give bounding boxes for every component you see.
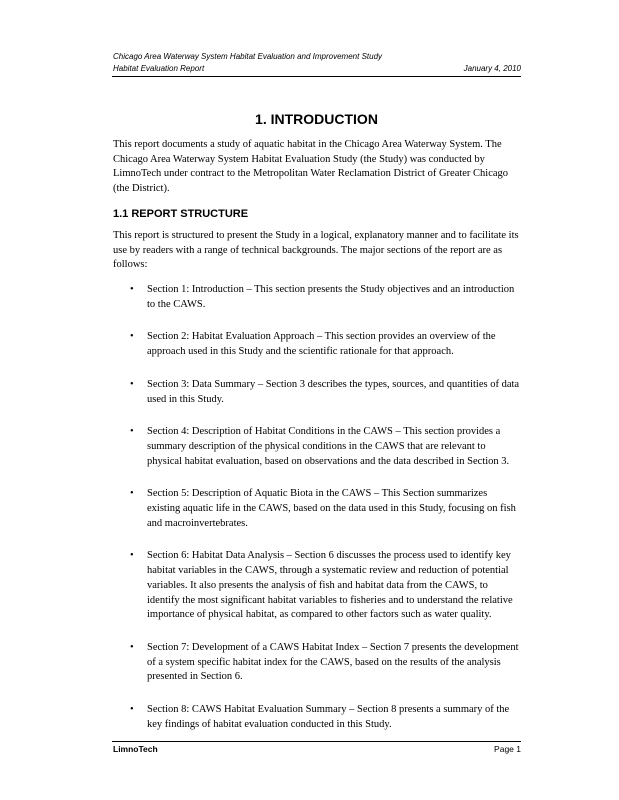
bullet-icon: • (130, 704, 134, 716)
section-heading: 1.1 REPORT STRUCTURE (113, 208, 249, 220)
bullet-icon: • (130, 378, 134, 390)
list-item (113, 703, 521, 732)
list-item-text: Section 1: Introduction – This section presents the Study objectives and an introduction to the CAWS. (147, 284, 515, 310)
bullet-icon: • (130, 284, 134, 295)
footer-company: LimnoTech (113, 744, 158, 754)
running-header-row (113, 64, 521, 74)
list-item (113, 487, 521, 531)
intro-paragraph: This report documents a study of aquatic habitat in the Chicago Area Waterway System. The Chicago Area Waterway System Habitat Evaluation Study (the Study) was conducted by LimnoTech under contract to the Metropolitan Water Reclamation District of Greater Chicago (the District). (113, 139, 509, 195)
bullet-icon: • (130, 641, 134, 653)
section-list (113, 283, 521, 732)
list-item-text: Section 4: Description of Habitat Conditions in the CAWS – This section provides a summary description of the physical conditions in the CAWS that are relevant to physical habitat evaluation, based on observations and the data described in Section 3. (147, 426, 510, 467)
list-item-text: Section 2: Habitat Evaluation Approach – This section provides an overview of the approach used in this Study and the scientific rationale for that approach. (147, 331, 496, 358)
bullet-icon: • (130, 488, 134, 500)
list-item-text: Section 7: Development of a CAWS Habitat Index – Section 7 presents the development of a system specific habitat index for the CAWS, based on the results of the analysis presented in Section 6. (147, 641, 519, 683)
page-footer (113, 744, 521, 754)
list-item-text: Section 8: CAWS Habitat Evaluation Summary – Section 8 presents a summary of the key findings of habitat evaluation conducted in this Study. (147, 704, 510, 730)
page-title: 1. INTRODUCTION (255, 111, 378, 127)
list-item (113, 330, 521, 359)
footer-page-number: Page 1 (494, 744, 521, 754)
header-divider (112, 76, 521, 77)
footer-divider (112, 741, 521, 742)
list-item (113, 378, 521, 407)
bullet-icon: • (130, 331, 134, 343)
running-header-date: January 4, 2010 (463, 64, 521, 73)
running-header-report: Habitat Evaluation Report (113, 64, 205, 73)
bullet-icon: • (130, 426, 134, 438)
bullet-icon: • (130, 550, 134, 562)
list-item (113, 283, 521, 312)
list-item (113, 425, 521, 469)
list-item (113, 641, 521, 685)
list-item-text: Section 5: Description of Aquatic Biota in the CAWS – This Section summarizes existing aquatic life in the CAWS, based on the data used in this Study, focusing on fish and macroinvertebrates. (147, 488, 516, 529)
running-header-title: Chicago Area Waterway System Habitat Evaluation and Improvement Study (113, 52, 383, 61)
section-paragraph: This report is structured to present the Study in a logical, explanatory manner and to facilitate its use by readers with a range of technical backgrounds. The major sections of the report are as follows: (113, 230, 519, 271)
list-item-text: Section 6: Habitat Data Analysis – Section 6 discusses the process used to identify key habitat variables in the CAWS, through a systematic review and reduction of potential variables. It also presents the analysis of fish and habitat data from the CAWS, to identify the most significant habitat variables to fisheries and to understand the relative importance of physical habitat, as compared to other factors such as water quality. (147, 550, 513, 621)
list-item-text: Section 3: Data Summary – Section 3 describes the types, sources, and quantities of data used in this Study. (147, 378, 520, 405)
list-item (113, 549, 521, 623)
